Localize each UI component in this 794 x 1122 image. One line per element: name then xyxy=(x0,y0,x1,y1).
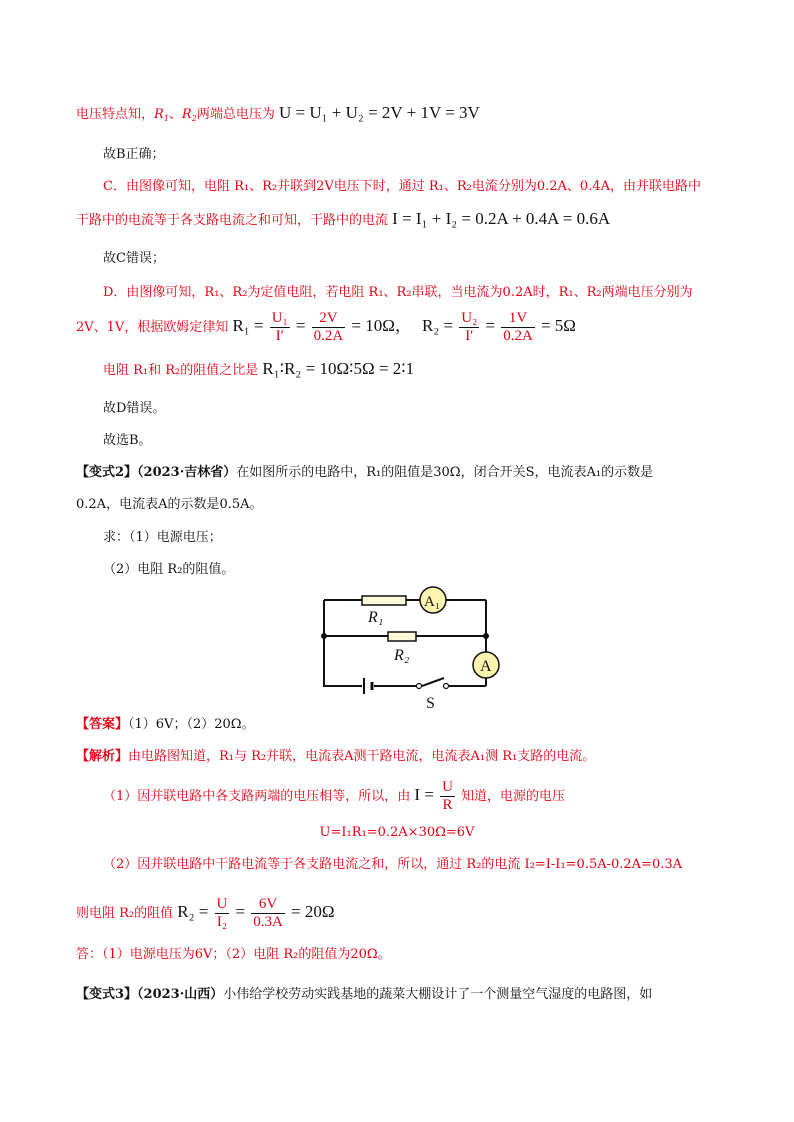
equals-sign: = xyxy=(235,902,246,921)
r1-symbol: $R_1$ xyxy=(154,107,169,123)
text-segment: 知道，电源的电压 xyxy=(461,789,566,804)
line-answer xyxy=(76,716,255,734)
line-variant2-header xyxy=(76,464,653,482)
fraction-6v-over-03a xyxy=(251,896,285,931)
line-ohm-law: 2V、1V，根据欧姆定律知 R₁ = $\frac{\text{U₁}}{I'}$ = $\frac{2V}{0.2A}$ = 10Ω， R₂ = $\frac{\text{U₂}}{I'}$ = $\frac{1V}{0.2A}$ = 5Ω xyxy=(76,310,576,344)
text-segment: 小伟给学校劳动实践基地的蔬菜大棚设计了一个测量空气湿度的电路图，如 xyxy=(223,987,653,1002)
r2-lhs: R₂ = xyxy=(177,902,209,921)
label-a: A xyxy=(480,658,492,675)
i-lhs: I = xyxy=(414,785,434,804)
denominator: I₂ xyxy=(216,914,228,930)
line-parallel-voltage xyxy=(103,776,565,816)
fraction-u1-over-i xyxy=(270,310,290,345)
line-analysis xyxy=(76,748,595,766)
equals-sign: = xyxy=(485,316,496,335)
text-segment: 两端总电压为 xyxy=(196,107,275,122)
fraction-u-over-r xyxy=(440,779,455,814)
equation-trunk-current: I = I₁ + I₂ = 0.2A + 0.4A = 0.6A xyxy=(392,209,611,228)
fraction-1v-over-02a xyxy=(501,310,535,345)
line-c-wrong: 故C错误； xyxy=(103,251,165,266)
denominator: 0.3A xyxy=(253,914,283,930)
junction-left xyxy=(321,633,327,639)
label-r1: R₁ xyxy=(368,609,384,626)
label-r2: R₂ xyxy=(394,647,410,664)
denominator: R xyxy=(442,797,453,813)
fraction-2v-over-02a xyxy=(312,310,346,345)
analysis-tag: 【解析】 xyxy=(76,749,129,764)
switch-contact-left xyxy=(417,684,422,689)
denominator: 0.2A xyxy=(313,328,344,344)
line-question-1: 求：（1）电源电压； xyxy=(103,530,222,545)
label-s: S xyxy=(426,695,435,712)
line-d-wrong: 故D错误。 xyxy=(103,401,166,416)
circuit-diagram xyxy=(310,584,510,712)
numerator: 1V xyxy=(501,310,535,328)
resistor-r2 xyxy=(388,632,416,641)
text-segment: 则电阻 R₂的阻值 xyxy=(76,906,174,921)
answer-tag: 【答案】 xyxy=(76,717,129,732)
text-segment: 干路中的电流等于各支路电流之和可知，干路中的电流 xyxy=(76,213,389,228)
wire-left xyxy=(324,600,362,686)
numerator: U xyxy=(216,896,228,912)
r2-result: = 5Ω xyxy=(540,316,576,335)
line-option-c: C．由图像可知，电阻 R₁、R₂并联到2V电压下时，通过 R₁、R₂电流分别为0.2A、0.4A，由并联电路中 xyxy=(103,179,701,194)
numerator: U₁ xyxy=(271,310,288,326)
switch-lever xyxy=(422,678,444,686)
text-segment: 电压特点知， xyxy=(76,107,155,122)
numerator: 6V xyxy=(251,896,285,914)
line-choose-b: 故选B。 xyxy=(103,433,152,448)
text-segment: 2V、1V，根据欧姆定律知 xyxy=(76,320,229,335)
line-variant3-header xyxy=(76,986,652,1004)
r2-symbol: $R_2$ xyxy=(181,107,197,123)
line-option-d: D．由图像可知，R₁、R₂为定值电阻，若电阻 R₁、R₂串联，当电流为0.2A时，R₁、R₂两端电压分别为 xyxy=(103,285,693,300)
numerator: U xyxy=(442,779,453,795)
line-variant2-cont: 0.2A，电流表A的示数是0.5A。 xyxy=(76,497,263,512)
line-voltage-calc: U=I₁R₁=0.2A×30Ω=6V xyxy=(319,825,475,840)
variant-tag: 【变式2】（2023·吉林省） xyxy=(76,465,237,480)
line-r2-current: （2）因并联电路中干路电流等于各支路电流之和，所以，通过 R₂的电流 I₂=I-I₁=0.5A-0.2A=0.3A xyxy=(103,857,683,872)
text-segment: 电阻 R₁和 R₂的阻值之比是 xyxy=(103,363,259,378)
line-b-correct: 故B正确； xyxy=(103,147,165,162)
r2-lhs: R₂ = xyxy=(422,316,454,335)
numerator: 2V xyxy=(312,310,346,328)
resistor-r1 xyxy=(362,596,406,605)
fraction-u2-over-i xyxy=(459,310,479,345)
equation-total-voltage: U = U₁ + U₂ = 2V + 1V = 3V xyxy=(278,103,480,122)
text-segment: （1）因并联电路中各支路两端的电压相等，所以，由 xyxy=(103,789,411,804)
line-final-answer: 答：（1）电源电压为6V；（2）电阻 R₂的阻值为20Ω。 xyxy=(76,947,391,962)
denominator: I′ xyxy=(465,328,474,344)
junction-right xyxy=(483,633,489,639)
denominator: 0.2A xyxy=(503,328,533,344)
text-segment: 在如图所示的电路中，R₁的阻值是30Ω，闭合开关S，电流表A₁的示数是 xyxy=(236,465,654,480)
switch-contact-right xyxy=(444,684,449,689)
line-ratio xyxy=(103,360,414,380)
line-question-2: （2）电阻 R₂的阻值。 xyxy=(103,562,235,577)
text-segment: 由电路图知道，R₁与 R₂并联，电流表A测干路电流，电流表A₁测 R₁支路的电流。 xyxy=(128,749,596,764)
text-segment: （1）6V；（2）20Ω。 xyxy=(128,717,255,732)
r1-result: = 10Ω xyxy=(351,316,395,335)
equation-ratio: R₁∶R₂ = 10Ω∶5Ω = 2∶1 xyxy=(262,359,415,378)
variant-tag: 【变式3】（2023·山西） xyxy=(76,987,224,1002)
line-voltage-sum: 电压特点知，$R_1$、$R_2$两端总电压为 U = U₁ + U₂ = 2V + 1V = 3V xyxy=(76,103,480,123)
line-trunk-current xyxy=(76,210,610,230)
numerator: U₂ xyxy=(461,310,478,326)
line-r2-resistance xyxy=(76,892,334,934)
label-a1: A₁ xyxy=(424,594,441,610)
fraction-u-over-i2 xyxy=(215,896,230,931)
denominator: I′ xyxy=(275,328,284,344)
r2-result: = 20Ω xyxy=(290,902,335,921)
equals-sign: = xyxy=(295,316,306,335)
r1-lhs: R₁ = xyxy=(232,316,264,335)
